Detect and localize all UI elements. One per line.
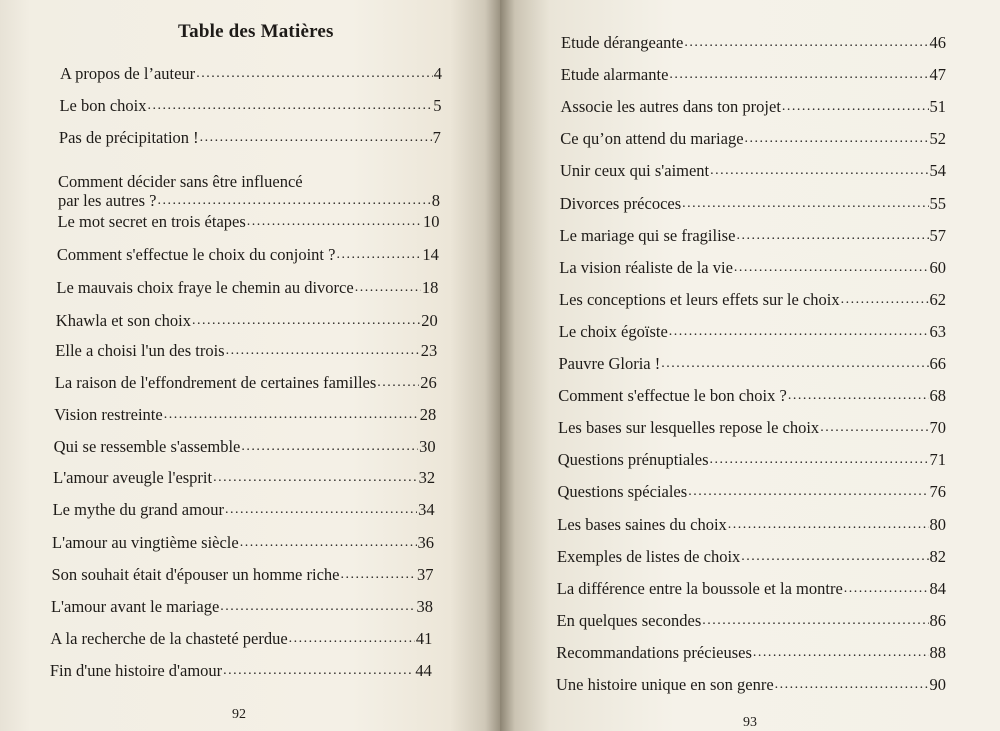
- toc-entry-page: 26: [420, 373, 437, 392]
- toc-entry-row: [559, 290, 946, 309]
- toc-entry: [561, 65, 946, 84]
- dot-leader: [164, 405, 419, 424]
- toc-entry: [560, 161, 946, 180]
- toc-entry-title: La différence entre la boussole et la montre: [556, 578, 843, 598]
- dot-leader: [745, 129, 929, 148]
- toc-entry-page: 63: [929, 321, 946, 341]
- toc-entry-title: Pas de précipitation !: [58, 128, 199, 147]
- toc-entry-page: 70: [929, 418, 946, 438]
- dot-leader: [782, 97, 929, 116]
- toc-entry: [55, 341, 437, 360]
- toc-entry-title: par les autres ?: [57, 191, 157, 210]
- toc-entry-title: Fin d'une histoire d'amour: [49, 661, 223, 680]
- toc-entry-title: Comment s'effectue le choix du conjoint ?: [56, 245, 336, 264]
- dot-leader: [710, 161, 928, 180]
- toc-entry-row: [559, 258, 946, 277]
- toc-entry-page: 36: [417, 533, 435, 552]
- dot-leader: [820, 418, 928, 437]
- toc-entry: [57, 245, 439, 264]
- toc-entry-title: Qui se ressemble s'assemble: [53, 437, 241, 456]
- dot-leader: [741, 547, 928, 566]
- toc-entry-page: 76: [929, 482, 946, 502]
- dot-leader: [289, 629, 415, 648]
- toc-entry-row: [557, 611, 947, 630]
- toc-entry: [53, 468, 435, 487]
- toc-entry-page: 71: [929, 450, 946, 470]
- toc-entry: [559, 354, 947, 373]
- toc-entry: [559, 258, 946, 277]
- toc-entry-row: [560, 129, 946, 148]
- toc-entry-page: 60: [929, 257, 946, 277]
- toc-entry-page: 30: [419, 437, 436, 456]
- dot-leader: [196, 64, 433, 83]
- toc-entry-title: A la recherche de la chasteté perdue: [50, 629, 288, 648]
- toc-entry-row: [56, 278, 438, 297]
- toc-entry-row: [57, 212, 439, 231]
- toc-entry: [55, 373, 437, 392]
- toc-entry-row: [60, 64, 442, 83]
- right-page: [500, 0, 1000, 731]
- toc-entry: [556, 675, 946, 694]
- toc-entry-page: 47: [929, 65, 946, 85]
- toc-entry: [556, 643, 946, 662]
- toc-entry-title: Vision restreinte: [54, 405, 163, 424]
- toc-entry-title: Le bon choix: [59, 96, 147, 115]
- dot-leader: [157, 191, 430, 210]
- toc-entry-row: [561, 97, 947, 116]
- toc-entry: [558, 418, 946, 437]
- dot-leader: [728, 515, 929, 534]
- page-number-right: 93: [743, 715, 757, 730]
- toc-entry-row: [556, 675, 946, 694]
- toc-entry-row: [51, 597, 433, 616]
- toc-entry-title: Son souhait était d'épouser un homme riche: [51, 565, 340, 584]
- toc-entry-row: [59, 96, 441, 115]
- toc-entry-row: [55, 341, 437, 360]
- toc-entry: [557, 547, 946, 566]
- toc-entry-page: 88: [929, 642, 946, 662]
- toc-entry: [52, 533, 434, 552]
- toc-title: Table des Matières: [178, 21, 334, 42]
- toc-entry: [57, 212, 439, 231]
- dot-leader: [788, 386, 929, 405]
- toc-entry-row: [50, 629, 432, 648]
- toc-entry-row: [54, 405, 436, 424]
- toc-entry-title: Les conceptions et leurs effets sur le choix: [559, 289, 840, 309]
- toc-entry-row: [557, 515, 946, 534]
- toc-entry: [557, 515, 946, 534]
- toc-entry-title: L'amour aveugle l'esprit: [53, 468, 213, 487]
- toc-entry-page: 38: [416, 597, 433, 616]
- dot-leader: [241, 437, 418, 456]
- toc-entry: [53, 500, 435, 519]
- dot-leader: [220, 597, 415, 616]
- toc-entry-title: Questions prénuptiales: [557, 450, 709, 470]
- toc-entry: [560, 194, 946, 213]
- dot-leader: [841, 290, 929, 309]
- dot-leader: [247, 212, 422, 231]
- toc-entry-page: 41: [415, 629, 433, 648]
- dot-leader: [688, 482, 928, 501]
- toc-entry-page: 54: [929, 161, 946, 181]
- dot-leader: [336, 245, 421, 264]
- toc-entry-title: Le choix égoïste: [558, 321, 668, 341]
- toc-entry-row: [54, 437, 436, 456]
- dot-leader: [148, 96, 433, 115]
- toc-entry-page: 82: [929, 546, 946, 566]
- toc-entry-title: Exemples de listes de choix: [557, 546, 741, 566]
- toc-entry: [59, 96, 441, 115]
- toc-entry: [54, 405, 436, 424]
- toc-entry-page: 4: [433, 64, 442, 83]
- toc-entry: [558, 450, 946, 469]
- dot-leader: [734, 258, 929, 277]
- toc-entry-page: 5: [433, 96, 442, 115]
- toc-entry-row: [53, 500, 435, 519]
- toc-entry-row: [558, 482, 947, 501]
- toc-entry: [56, 311, 438, 330]
- dot-leader: [340, 565, 416, 584]
- toc-entry-page: 86: [929, 610, 946, 630]
- toc-entry-title: Les bases saines du choix: [557, 514, 727, 534]
- toc-entry-title-line1: Comment décider sans être influencé: [57, 172, 303, 191]
- toc-entry-title: En quelques secondes: [556, 610, 702, 630]
- toc-entry: [50, 629, 432, 648]
- toc-entry-row: [559, 322, 946, 341]
- toc-entry-page: 8: [431, 191, 440, 210]
- dot-leader: [684, 33, 928, 52]
- toc-entry: [51, 565, 433, 584]
- toc-entry-title: Unir ceux qui s'aiment: [560, 161, 710, 181]
- toc-entry-title: Le mot secret en trois étapes: [57, 212, 246, 231]
- toc-entry-page: 66: [929, 354, 946, 373]
- toc-entry-row: [56, 311, 438, 330]
- toc-entry-row: [558, 450, 946, 469]
- dot-leader: [377, 373, 419, 392]
- toc-entry: [58, 172, 440, 210]
- toc-entry-page: 62: [929, 289, 946, 309]
- toc-entry: [559, 290, 946, 309]
- toc-entry-page: 51: [929, 97, 946, 117]
- toc-entry-title: Associe les autres dans ton projet: [560, 97, 781, 117]
- toc-entry-row: [560, 226, 947, 245]
- toc-entry: [60, 64, 442, 83]
- toc-entry-page: 80: [929, 514, 946, 534]
- toc-entry-page: 7: [432, 128, 441, 147]
- page-number-left: 92: [232, 707, 246, 722]
- toc-entry-title: L'amour au vingtième siècle: [52, 533, 239, 552]
- toc-entry-page: 84: [929, 578, 946, 598]
- dot-leader: [200, 128, 432, 147]
- toc-entry-page: 57: [929, 225, 946, 245]
- toc-entry-row: [50, 661, 432, 680]
- toc-entry-title: Le mauvais choix fraye le chemin au divorce: [56, 278, 354, 297]
- toc-entry-title: L'amour avant le mariage: [50, 597, 220, 616]
- toc-entry-row: [560, 194, 946, 213]
- dot-leader: [192, 311, 420, 330]
- toc-entry-page: 10: [422, 212, 440, 231]
- toc-entry-page: 14: [422, 245, 439, 264]
- toc-entry-title: Etude alarmante: [560, 65, 669, 85]
- toc-entry: [557, 611, 947, 630]
- dot-leader: [710, 450, 929, 469]
- dot-leader: [223, 661, 414, 680]
- toc-entry-title: Elle a choisi l'un des trois: [55, 341, 225, 360]
- toc-entry-page: 32: [418, 468, 436, 487]
- dot-leader: [225, 500, 417, 519]
- toc-entry: [51, 597, 433, 616]
- toc-entry-row: [559, 354, 947, 373]
- toc-entry-row: [57, 245, 439, 264]
- toc-entry-title: La vision réaliste de la vie: [559, 257, 733, 277]
- toc-entry-row: [52, 533, 434, 552]
- toc-entry-row: [58, 191, 440, 210]
- toc-entry-title: Questions spéciales: [557, 482, 688, 502]
- dot-leader: [240, 533, 417, 552]
- toc-entry-title: Pauvre Gloria !: [558, 354, 661, 373]
- toc-entry: [54, 437, 436, 456]
- toc-entry-row: [53, 468, 435, 487]
- toc-entry-title: A propos de l’auteur: [60, 64, 196, 83]
- toc-entry: [557, 579, 946, 598]
- toc-entry-row: [51, 565, 433, 584]
- toc-entry-page: 52: [929, 129, 946, 149]
- toc-entry-title: Etude dérangeante: [561, 33, 684, 52]
- toc-entry-title: Le mythe du grand amour: [52, 500, 224, 519]
- toc-entry-row: [558, 418, 946, 437]
- toc-entry: [558, 482, 947, 501]
- toc-entry-page: 18: [421, 278, 439, 297]
- toc-entry-page: 44: [415, 661, 432, 680]
- toc-entry: [561, 97, 947, 116]
- dot-leader: [702, 611, 928, 630]
- toc-entry: [558, 386, 946, 405]
- toc-entry-row: [55, 373, 437, 392]
- toc-entry-page: 46: [929, 33, 946, 52]
- toc-entry-title: Khawla et son choix: [55, 311, 191, 330]
- dot-leader: [669, 322, 929, 341]
- dot-leader: [775, 675, 929, 694]
- toc-entry-page: 90: [929, 675, 946, 694]
- toc-entry-page: 55: [929, 193, 946, 213]
- toc-entry: [50, 661, 432, 680]
- toc-entry-page: 20: [421, 311, 438, 330]
- toc-entry-page: 28: [419, 405, 437, 424]
- toc-entry-page: 34: [418, 500, 435, 519]
- toc-entry-row: [560, 161, 946, 180]
- toc-entry-page: 37: [416, 565, 434, 584]
- dot-leader: [682, 194, 928, 213]
- toc-entry-row: [556, 643, 946, 662]
- toc-entry-row: [561, 33, 946, 52]
- toc-entry-row: [558, 386, 946, 405]
- dot-leader: [844, 579, 929, 598]
- toc-entry-row: [59, 128, 441, 147]
- toc-entry-title: Le mariage qui se fragilise: [559, 225, 736, 245]
- toc-entry-title: Ce qu’on attend du mariage: [560, 129, 744, 149]
- toc-entry-title: Recommandations précieuses: [556, 642, 752, 662]
- toc-entry: [560, 226, 947, 245]
- toc-entry: [560, 129, 946, 148]
- toc-entry-title: La raison de l'effondrement de certaines familles: [54, 373, 377, 392]
- toc-entry-title: Comment s'effectue le bon choix ?: [558, 386, 787, 406]
- toc-entry: [559, 322, 946, 341]
- toc-entry: [561, 33, 946, 52]
- toc-entry-page: 68: [929, 386, 946, 406]
- toc-entry: [59, 128, 441, 147]
- dot-leader: [226, 341, 420, 360]
- dot-leader: [661, 354, 928, 373]
- toc-entry-title: Une histoire unique en son genre: [556, 675, 774, 694]
- dot-leader: [736, 226, 928, 245]
- toc-entry-row: [557, 547, 946, 566]
- toc-entry-page: 23: [420, 341, 438, 360]
- toc-entry-title: Divorces précoces: [559, 193, 682, 213]
- toc-entry-row: [561, 65, 946, 84]
- toc-entry: [56, 278, 438, 297]
- dot-leader: [753, 643, 929, 662]
- toc-entry-row: [557, 579, 946, 598]
- dot-leader: [669, 65, 928, 84]
- dot-leader: [213, 468, 418, 487]
- dot-leader: [355, 278, 421, 297]
- toc-entry-title: Les bases sur lesquelles repose le choix: [558, 418, 820, 438]
